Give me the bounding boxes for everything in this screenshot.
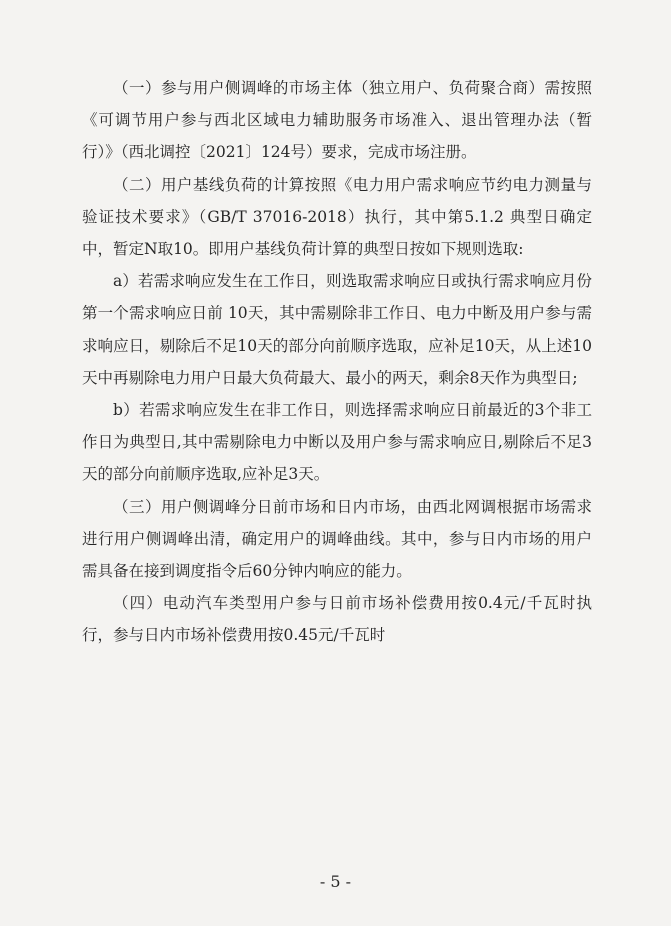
paragraph-3: （三）用户侧调峰分日前市场和日内市场，由西北网调根据市场需求进行用户侧调峰出清，确定用户的调峰曲线。其中，参与日内市场的用户需具备在接到调度指令后60分钟内响应的能力。 [82, 497, 592, 581]
paragraph-2: （二）用户基线负荷的计算按照《电力用户需求响应节约电力测量与验证技术要求》（GB/T 37016-2018）执行，其中第5.1.2 典型日确定中，暂定N取10。即用户基线负荷计算的典型日按如下规则选取: [82, 175, 592, 259]
paragraph-1: （一）参与用户侧调峰的市场主体（独立用户、负荷聚合商）需按照《可调节用户参与西北区域电力辅助服务市场准入、退出管理办法（暂行）》（西北调控〔2021〕124号）要求，完成市场注册。 [82, 79, 592, 162]
paragraph-rule-a: a）若需求响应发生在工作日，则选取需求响应日或执行需求响应月份第一个需求响应日前 10天，其中需剔除非工作日、电力中断及用户参与需求响应日，剔除后不足10天的部分向前顺序选取，应补足10天，从上述10天中再剔除电力用户日最大负荷最大、最小的两天，剩余8天作为典型日; [82, 272, 592, 387]
paragraph-4: （四）电动汽车类型用户参与日前市场补偿费用按0.4元/千瓦时执行，参与日内市场补偿费用按0.45元/千瓦时 [82, 594, 592, 645]
paragraph-rule-b: b）若需求响应发生在非工作日，则选择需求响应日前最近的3个非工作日为典型日,其中需剔除电力中断以及用户参与需求响应日,剔除后不足3天的部分向前顺序选取,应补足3天。 [82, 401, 592, 484]
document-body [82, 72, 592, 652]
page-number: - 5 - [319, 872, 352, 891]
